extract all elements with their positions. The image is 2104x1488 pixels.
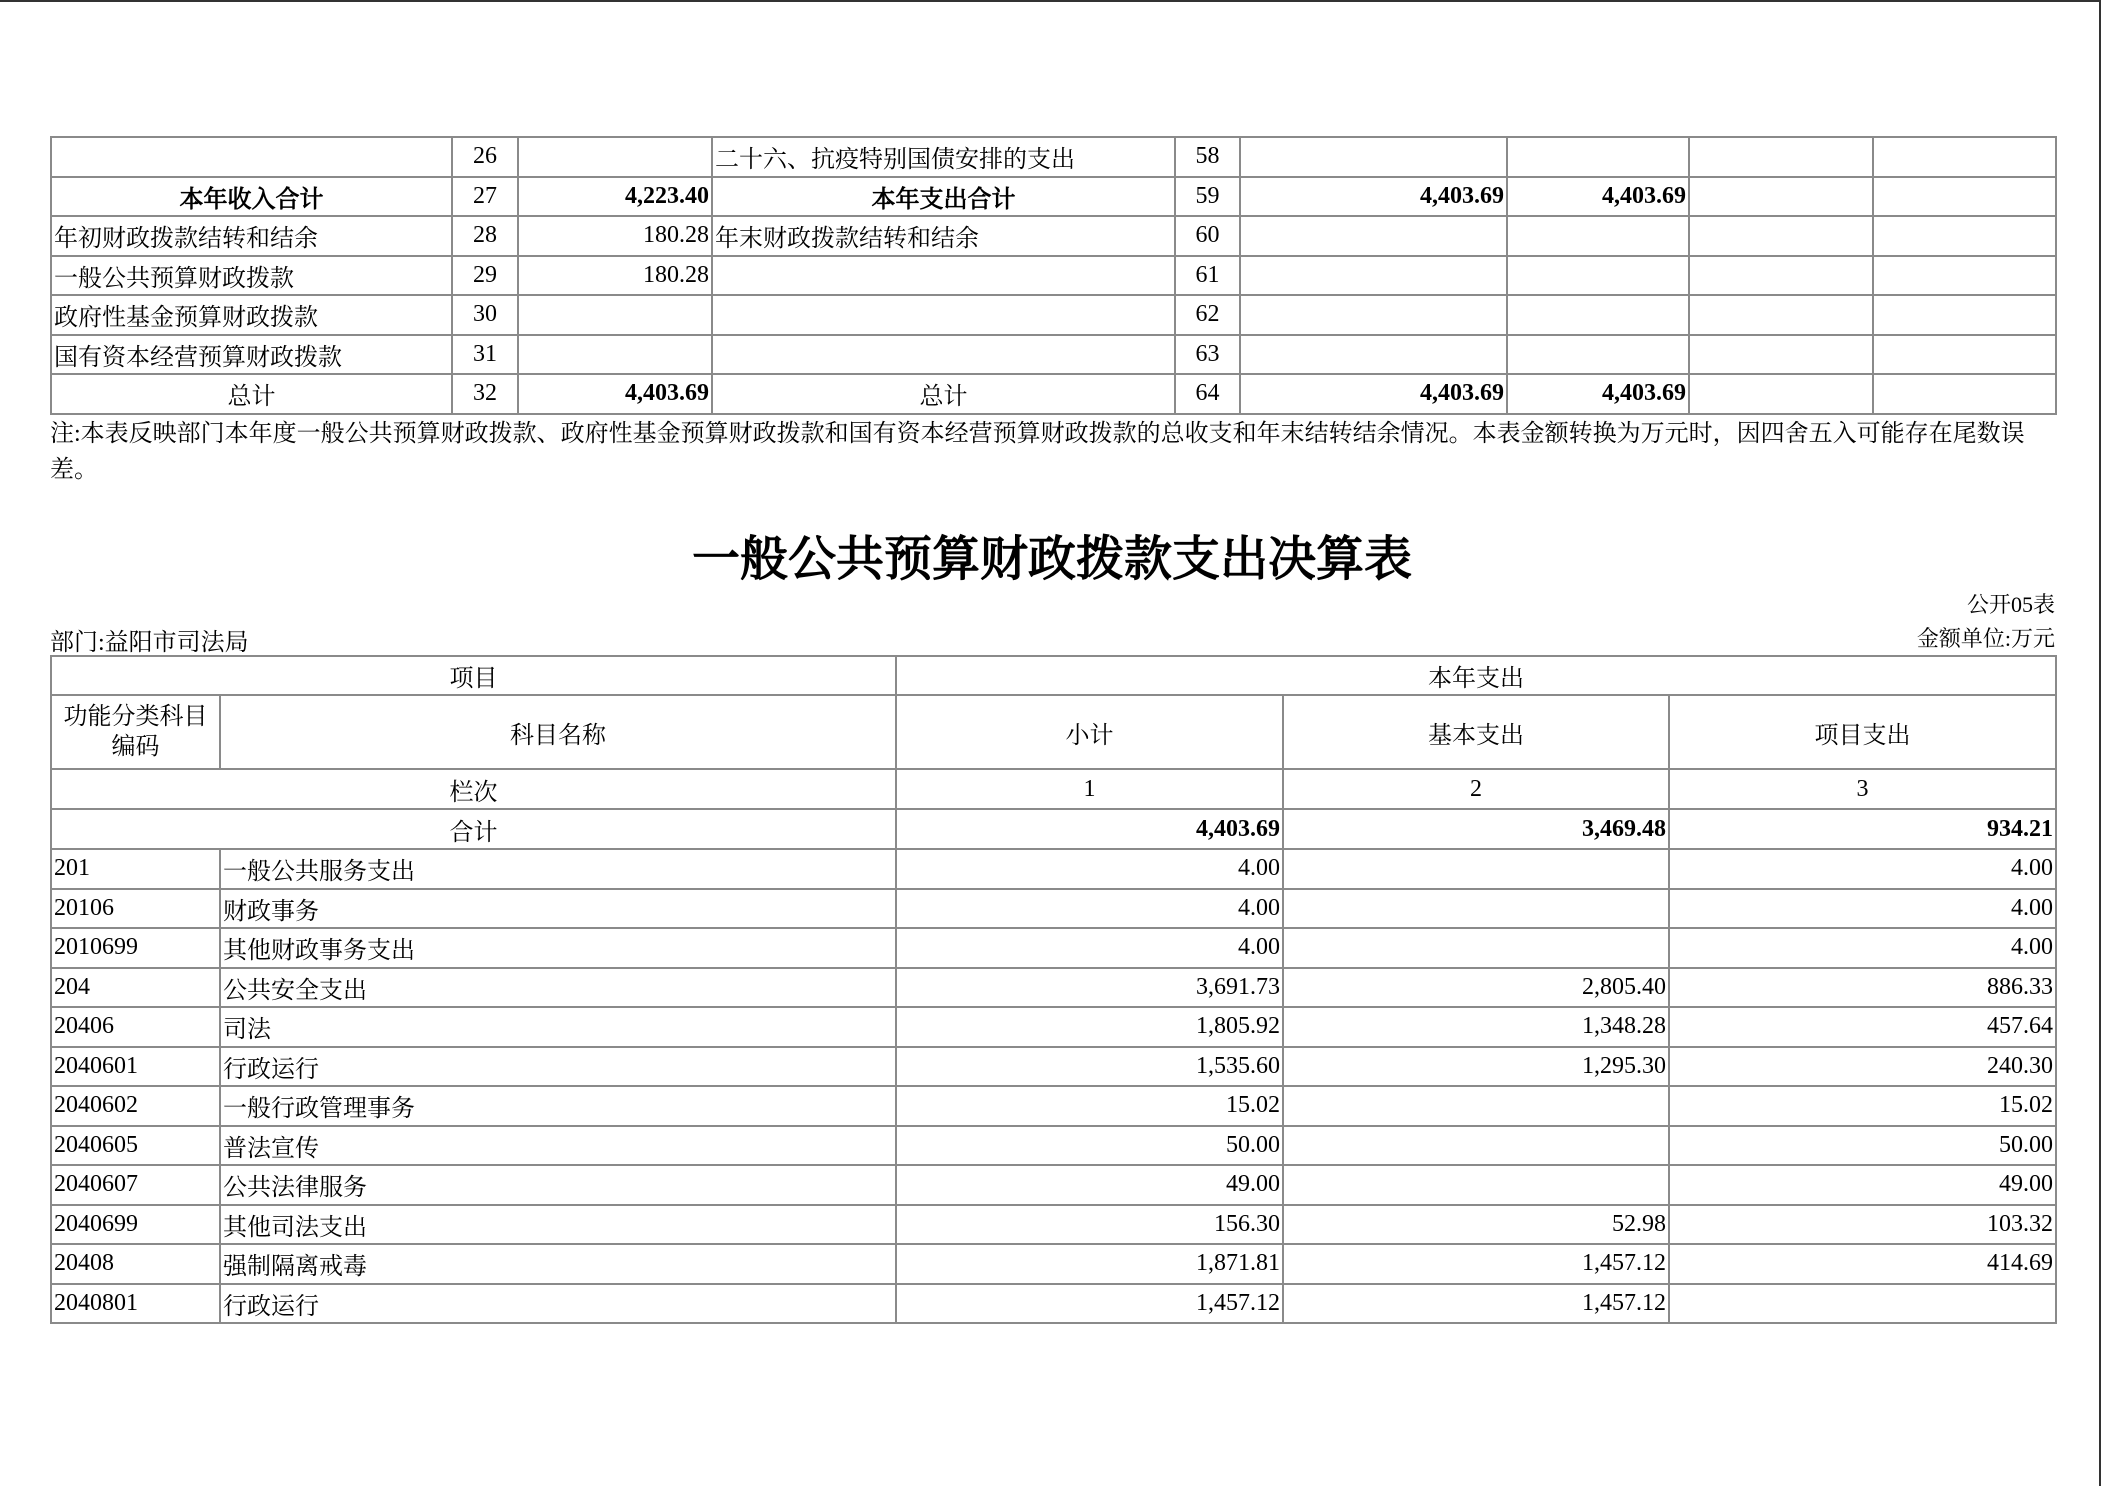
- income-amount: [518, 335, 712, 375]
- project-expense-amount: 457.64: [1669, 1007, 2056, 1047]
- expense-amount-4: [1873, 256, 2056, 296]
- expense-amount-1: [1240, 335, 1507, 375]
- income-item-label: 国有资本经营预算财政拨款: [51, 335, 452, 375]
- subject-code: 20406: [51, 1007, 220, 1047]
- table-row: [51, 849, 2056, 889]
- subject-code: 2040607: [51, 1165, 220, 1205]
- expense-amount-3: [1689, 137, 1873, 177]
- expense-row-number: 63: [1175, 335, 1240, 375]
- subtotal-amount: 1,457.12: [896, 1284, 1283, 1324]
- header-code: 功能分类科目编码: [51, 695, 220, 769]
- total-subtotal: 4,403.69: [896, 809, 1283, 849]
- project-expense-amount: 240.30: [1669, 1047, 2056, 1087]
- subject-name: 公共法律服务: [220, 1165, 896, 1205]
- column-index-2: 2: [1283, 769, 1669, 809]
- expense-amount-1: 4,403.69: [1240, 374, 1507, 414]
- expense-amount-3: [1689, 374, 1873, 414]
- form-number: 公开05表: [1966, 592, 2055, 617]
- basic-expense-amount: 52.98: [1283, 1205, 1669, 1245]
- expense-row-number: 59: [1175, 177, 1240, 217]
- department-label: 部门:益阳市司法局: [50, 630, 249, 656]
- summary-row: [51, 137, 2056, 177]
- income-row-number: 28: [452, 216, 518, 256]
- table-row: [51, 1205, 2056, 1245]
- subject-code: 2010699: [51, 928, 220, 968]
- header-basic: 基本支出: [1283, 695, 1669, 769]
- subtotal-amount: 4.00: [896, 928, 1283, 968]
- income-amount: 180.28: [518, 216, 712, 256]
- expense-row-number: 60: [1175, 216, 1240, 256]
- subtotal-amount: 4.00: [896, 889, 1283, 929]
- basic-expense-amount: [1283, 928, 1669, 968]
- subtotal-amount: 4.00: [896, 849, 1283, 889]
- subject-name: 财政事务: [220, 889, 896, 929]
- table-row: [51, 1165, 2056, 1205]
- basic-expense-amount: 1,457.12: [1283, 1244, 1669, 1284]
- subject-name: 其他司法支出: [220, 1205, 896, 1245]
- report-title: 一般公共预算财政拨款支出决算表: [691, 533, 1412, 586]
- subtotal-amount: 1,805.92: [896, 1007, 1283, 1047]
- table-row: [51, 1086, 2056, 1126]
- expense-amount-4: [1873, 335, 2056, 375]
- total-label: 合计: [51, 809, 896, 849]
- summary-row: [51, 256, 2056, 296]
- income-item-label: [51, 137, 452, 177]
- subtotal-amount: 156.30: [896, 1205, 1283, 1245]
- expense-amount-2: [1507, 137, 1689, 177]
- subject-name: 其他财政事务支出: [220, 928, 896, 968]
- subject-code: 2040699: [51, 1205, 220, 1245]
- expense-item-label: [712, 256, 1175, 296]
- project-expense-amount: 4.00: [1669, 889, 2056, 929]
- income-row-number: 27: [452, 177, 518, 217]
- expense-row-number: 61: [1175, 256, 1240, 296]
- expense-amount-3: [1689, 256, 1873, 296]
- subtotal-amount: 15.02: [896, 1086, 1283, 1126]
- basic-expense-amount: 1,295.30: [1283, 1047, 1669, 1087]
- expense-amount-2: [1507, 295, 1689, 335]
- project-expense-amount: 15.02: [1669, 1086, 2056, 1126]
- subject-code: 2040605: [51, 1126, 220, 1166]
- project-expense-amount: 886.33: [1669, 968, 2056, 1008]
- subtotal-amount: 1,871.81: [896, 1244, 1283, 1284]
- income-amount: 4,403.69: [518, 374, 712, 414]
- income-item-label: 一般公共预算财政拨款: [51, 256, 452, 296]
- expense-item-label: 总计: [712, 374, 1175, 414]
- table-row: [51, 928, 2056, 968]
- table-row: [51, 889, 2056, 929]
- income-row-number: 32: [452, 374, 518, 414]
- expense-row-number: 58: [1175, 137, 1240, 177]
- subject-name: 一般公共服务支出: [220, 849, 896, 889]
- subject-code: 20106: [51, 889, 220, 929]
- expense-amount-4: [1873, 177, 2056, 217]
- total-project: 934.21: [1669, 809, 2056, 849]
- subject-code: 201: [51, 849, 220, 889]
- expense-item-label: 本年支出合计: [712, 177, 1175, 217]
- column-index-3: 3: [1669, 769, 2056, 809]
- project-expense-amount: 414.69: [1669, 1244, 2056, 1284]
- expense-amount-4: [1873, 137, 2056, 177]
- income-amount: 4,223.40: [518, 177, 712, 217]
- income-row-number: 29: [452, 256, 518, 296]
- expense-amount-1: [1240, 295, 1507, 335]
- expense-amount-2: 4,403.69: [1507, 177, 1689, 217]
- header-project: 项目支出: [1669, 695, 2056, 769]
- total-row: [51, 809, 2056, 849]
- table-row: [51, 1007, 2056, 1047]
- subject-code: 2040602: [51, 1086, 220, 1126]
- income-item-label: 年初财政拨款结转和结余: [51, 216, 452, 256]
- income-amount: 180.28: [518, 256, 712, 296]
- income-item-label: 政府性基金预算财政拨款: [51, 295, 452, 335]
- expense-amount-1: 4,403.69: [1240, 177, 1507, 217]
- expense-amount-2: [1507, 216, 1689, 256]
- header-name: 科目名称: [220, 695, 896, 769]
- column-index-label: 栏次: [51, 769, 896, 809]
- expense-amount-1: [1240, 216, 1507, 256]
- summary-row: [51, 216, 2056, 256]
- total-basic: 3,469.48: [1283, 809, 1669, 849]
- income-row-number: 30: [452, 295, 518, 335]
- expense-item-label: 二十六、抗疫特别国债安排的支出: [712, 137, 1175, 177]
- basic-expense-amount: 2,805.40: [1283, 968, 1669, 1008]
- subtotal-amount: 49.00: [896, 1165, 1283, 1205]
- income-row-number: 31: [452, 335, 518, 375]
- expense-item-label: [712, 295, 1175, 335]
- expense-amount-2: 4,403.69: [1507, 374, 1689, 414]
- subject-code: 20408: [51, 1244, 220, 1284]
- subject-name: 司法: [220, 1007, 896, 1047]
- basic-expense-amount: [1283, 889, 1669, 929]
- header-current-year-expense: 本年支出: [896, 656, 2056, 695]
- project-expense-amount: 103.32: [1669, 1205, 2056, 1245]
- subject-code: 204: [51, 968, 220, 1008]
- subject-name: 公共安全支出: [220, 968, 896, 1008]
- header-item: 项目: [51, 656, 896, 695]
- table-row: [51, 1126, 2056, 1166]
- header-row-1: [51, 656, 2056, 695]
- summary-row: [51, 374, 2056, 414]
- summary-row: [51, 177, 2056, 217]
- header-row-2: [51, 695, 2056, 769]
- income-item-label: 总计: [51, 374, 452, 414]
- expense-amount-4: [1873, 216, 2056, 256]
- expense-amount-2: [1507, 256, 1689, 296]
- basic-expense-amount: [1283, 1165, 1669, 1205]
- expense-amount-3: [1689, 295, 1873, 335]
- expense-amount-3: [1689, 216, 1873, 256]
- summary-row: [51, 335, 2056, 375]
- table-row: [51, 1047, 2056, 1087]
- subject-name: 行政运行: [220, 1047, 896, 1087]
- expense-amount-4: [1873, 295, 2056, 335]
- basic-expense-amount: 1,348.28: [1283, 1007, 1669, 1047]
- expense-amount-1: [1240, 137, 1507, 177]
- project-expense-amount: 4.00: [1669, 928, 2056, 968]
- subtotal-amount: 50.00: [896, 1126, 1283, 1166]
- amount-unit-label: 金额单位:万元: [1916, 626, 2055, 651]
- subtotal-amount: 1,535.60: [896, 1047, 1283, 1087]
- subject-name: 一般行政管理事务: [220, 1086, 896, 1126]
- expense-item-label: 年末财政拨款结转和结余: [712, 216, 1175, 256]
- project-expense-amount: 4.00: [1669, 849, 2056, 889]
- project-expense-amount: [1669, 1284, 2056, 1324]
- table-row: [51, 1244, 2056, 1284]
- summary-row: [51, 295, 2056, 335]
- subtotal-amount: 3,691.73: [896, 968, 1283, 1008]
- project-expense-amount: 50.00: [1669, 1126, 2056, 1166]
- table-note: 注:本表反映部门本年度一般公共预算财政拨款、政府性基金预算财政拨款和国有资本经营预算财政拨款的总收支和年末结转结余情况。本表金额转换为万元时，因四舍五入可能存在尾数误差。: [50, 421, 2025, 483]
- basic-expense-amount: 1,457.12: [1283, 1284, 1669, 1324]
- expense-row-number: 62: [1175, 295, 1240, 335]
- subject-code: 2040601: [51, 1047, 220, 1087]
- expense-amount-2: [1507, 335, 1689, 375]
- expense-row-number: 64: [1175, 374, 1240, 414]
- expense-amount-3: [1689, 177, 1873, 217]
- basic-expense-amount: [1283, 849, 1669, 889]
- basic-expense-amount: [1283, 1086, 1669, 1126]
- subject-name: 行政运行: [220, 1284, 896, 1324]
- income-row-number: 26: [452, 137, 518, 177]
- expense-table: [50, 655, 2057, 1324]
- income-amount: [518, 137, 712, 177]
- expense-item-label: [712, 335, 1175, 375]
- expense-amount-4: [1873, 374, 2056, 414]
- column-index-row: [51, 769, 2056, 809]
- header-subtotal: 小计: [896, 695, 1283, 769]
- income-amount: [518, 295, 712, 335]
- subject-code: 2040801: [51, 1284, 220, 1324]
- table-row: [51, 1284, 2056, 1324]
- project-expense-amount: 49.00: [1669, 1165, 2056, 1205]
- income-item-label: 本年收入合计: [51, 177, 452, 217]
- column-index-1: 1: [896, 769, 1283, 809]
- subject-name: 强制隔离戒毒: [220, 1244, 896, 1284]
- basic-expense-amount: [1283, 1126, 1669, 1166]
- expense-amount-3: [1689, 335, 1873, 375]
- subject-name: 普法宣传: [220, 1126, 896, 1166]
- expense-amount-1: [1240, 256, 1507, 296]
- table-row: [51, 968, 2056, 1008]
- fiscal-summary-table: [50, 136, 2057, 415]
